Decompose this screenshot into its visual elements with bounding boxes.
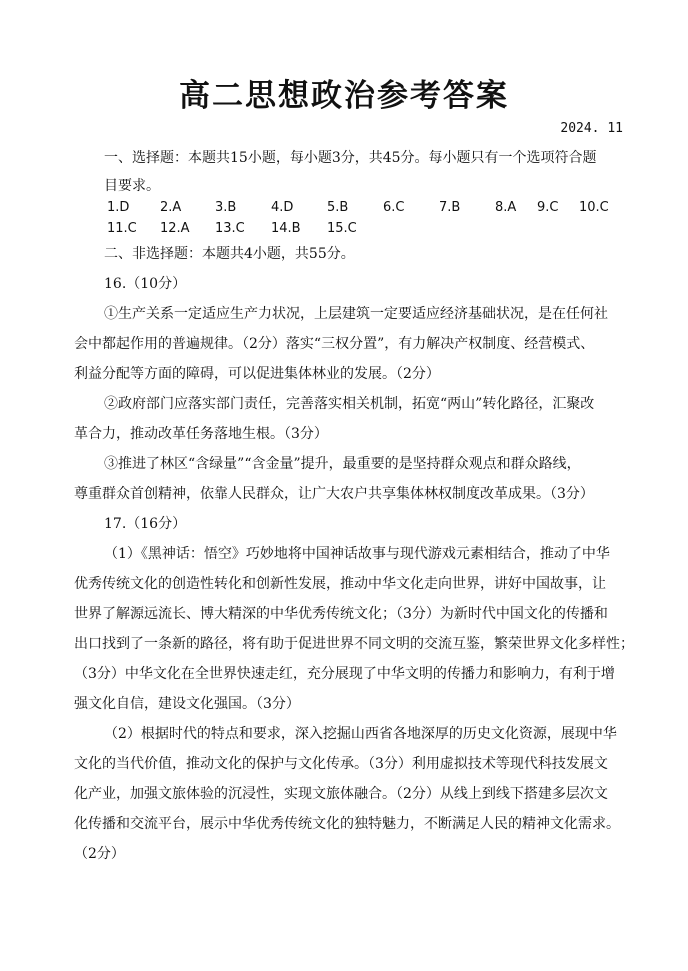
q17-line: 化传播和交流平台，展示中华优秀传统文化的独特魅力，不断满足人民的精神文化需求。	[74, 816, 620, 832]
q17-line: （3分）中华文化在全世界快速走红，充分展现了中华文明的传播力和影响力，有利于增	[74, 666, 615, 682]
answer-item: 14.B	[271, 221, 301, 236]
answer-item: 7.B	[439, 200, 461, 215]
q17-line: 化产业，加强文旅体验的沉浸性，实现文旅体融合。（2分）从线上到线下搭建多层次文	[74, 786, 608, 802]
q17-line: （1）《黑神话：悟空》巧妙地将中国神话故事与现代游戏元素相结合，推动了中华	[104, 546, 610, 562]
answer-item: 9.C	[537, 200, 559, 215]
answer-item: 4.D	[271, 200, 294, 215]
q17-line: 优秀传统文化的创造性转化和创新性发展，推动中华文化走向世界，讲好中国故事，让	[74, 576, 606, 592]
q16-line: ②政府部门应落实部门责任，完善落实相关机制，拓宽“两山”转化路径，汇聚改	[104, 396, 595, 412]
answer-item: 3.B	[215, 200, 237, 215]
answer-item: 10.C	[579, 200, 609, 215]
section1-heading-line1: 一、选择题：本题共15小题，每小题3分，共45分。每小题只有一个选项符合题	[104, 150, 597, 166]
answer-item: 6.C	[383, 200, 405, 215]
q16-line: 尊重群众首创精神，依靠人民群众，让广大农户共享集体林权制度改革成果。（3分）	[74, 486, 594, 502]
answer-item: 1.D	[107, 200, 130, 215]
q17-label: 17.（16分）	[104, 516, 187, 532]
section2-heading: 二、非选择题：本题共4小题，共55分。	[104, 246, 355, 262]
document-title: 高二思想政治参考答案	[179, 78, 509, 114]
answer-item: 13.C	[215, 221, 245, 236]
q16-line: 革合力，推动改革任务落地生根。（3分）	[74, 426, 328, 442]
answer-item: 15.C	[327, 221, 357, 236]
answer-item: 8.A	[495, 200, 517, 215]
q17-line: 出口找到了一条新的路径，将有助于促进世界不同文明的交流互鉴，繁荣世界文化多样性；	[74, 636, 634, 652]
q17-line: 文化的当代价值，推动文化的保护与文化传承。（3分）利用虚拟技术等现代科技发展文	[74, 756, 608, 772]
q17-line: 世界了解源远流长、博大精深的中华优秀传统文化；（3分）为新时代中国文化的传播和	[74, 606, 608, 622]
q16-line: 利益分配等方面的障碍，可以促进集体林业的发展。（2分）	[74, 366, 440, 382]
q17-line: 强文化自信，建设文化强国。（3分）	[74, 696, 300, 712]
q17-line: （2分）	[74, 846, 125, 862]
q16-line: ③推进了林区“含绿量”“含金量”提升，最重要的是坚持群众观点和群众路线，	[104, 456, 581, 472]
answer-item: 2.A	[160, 200, 182, 215]
section1-heading-line2: 目要求。	[104, 178, 160, 194]
q16-label: 16.（10分）	[104, 276, 187, 292]
document-date: 2024. 11	[560, 121, 623, 136]
q17-line: （2）根据时代的特点和要求，深入挖掘山西省各地深厚的历史文化资源，展现中华	[104, 726, 617, 742]
answer-item: 5.B	[327, 200, 349, 215]
q16-line: 会中都起作用的普遍规律。（2分）落实“三权分置”，有力解决产权制度、经营模式、	[74, 336, 595, 352]
answer-item: 11.C	[107, 221, 137, 236]
q16-line: ①生产关系一定适应生产力状况，上层建筑一定要适应经济基础状况，是在任何社	[104, 306, 608, 322]
answer-item: 12.A	[160, 221, 190, 236]
